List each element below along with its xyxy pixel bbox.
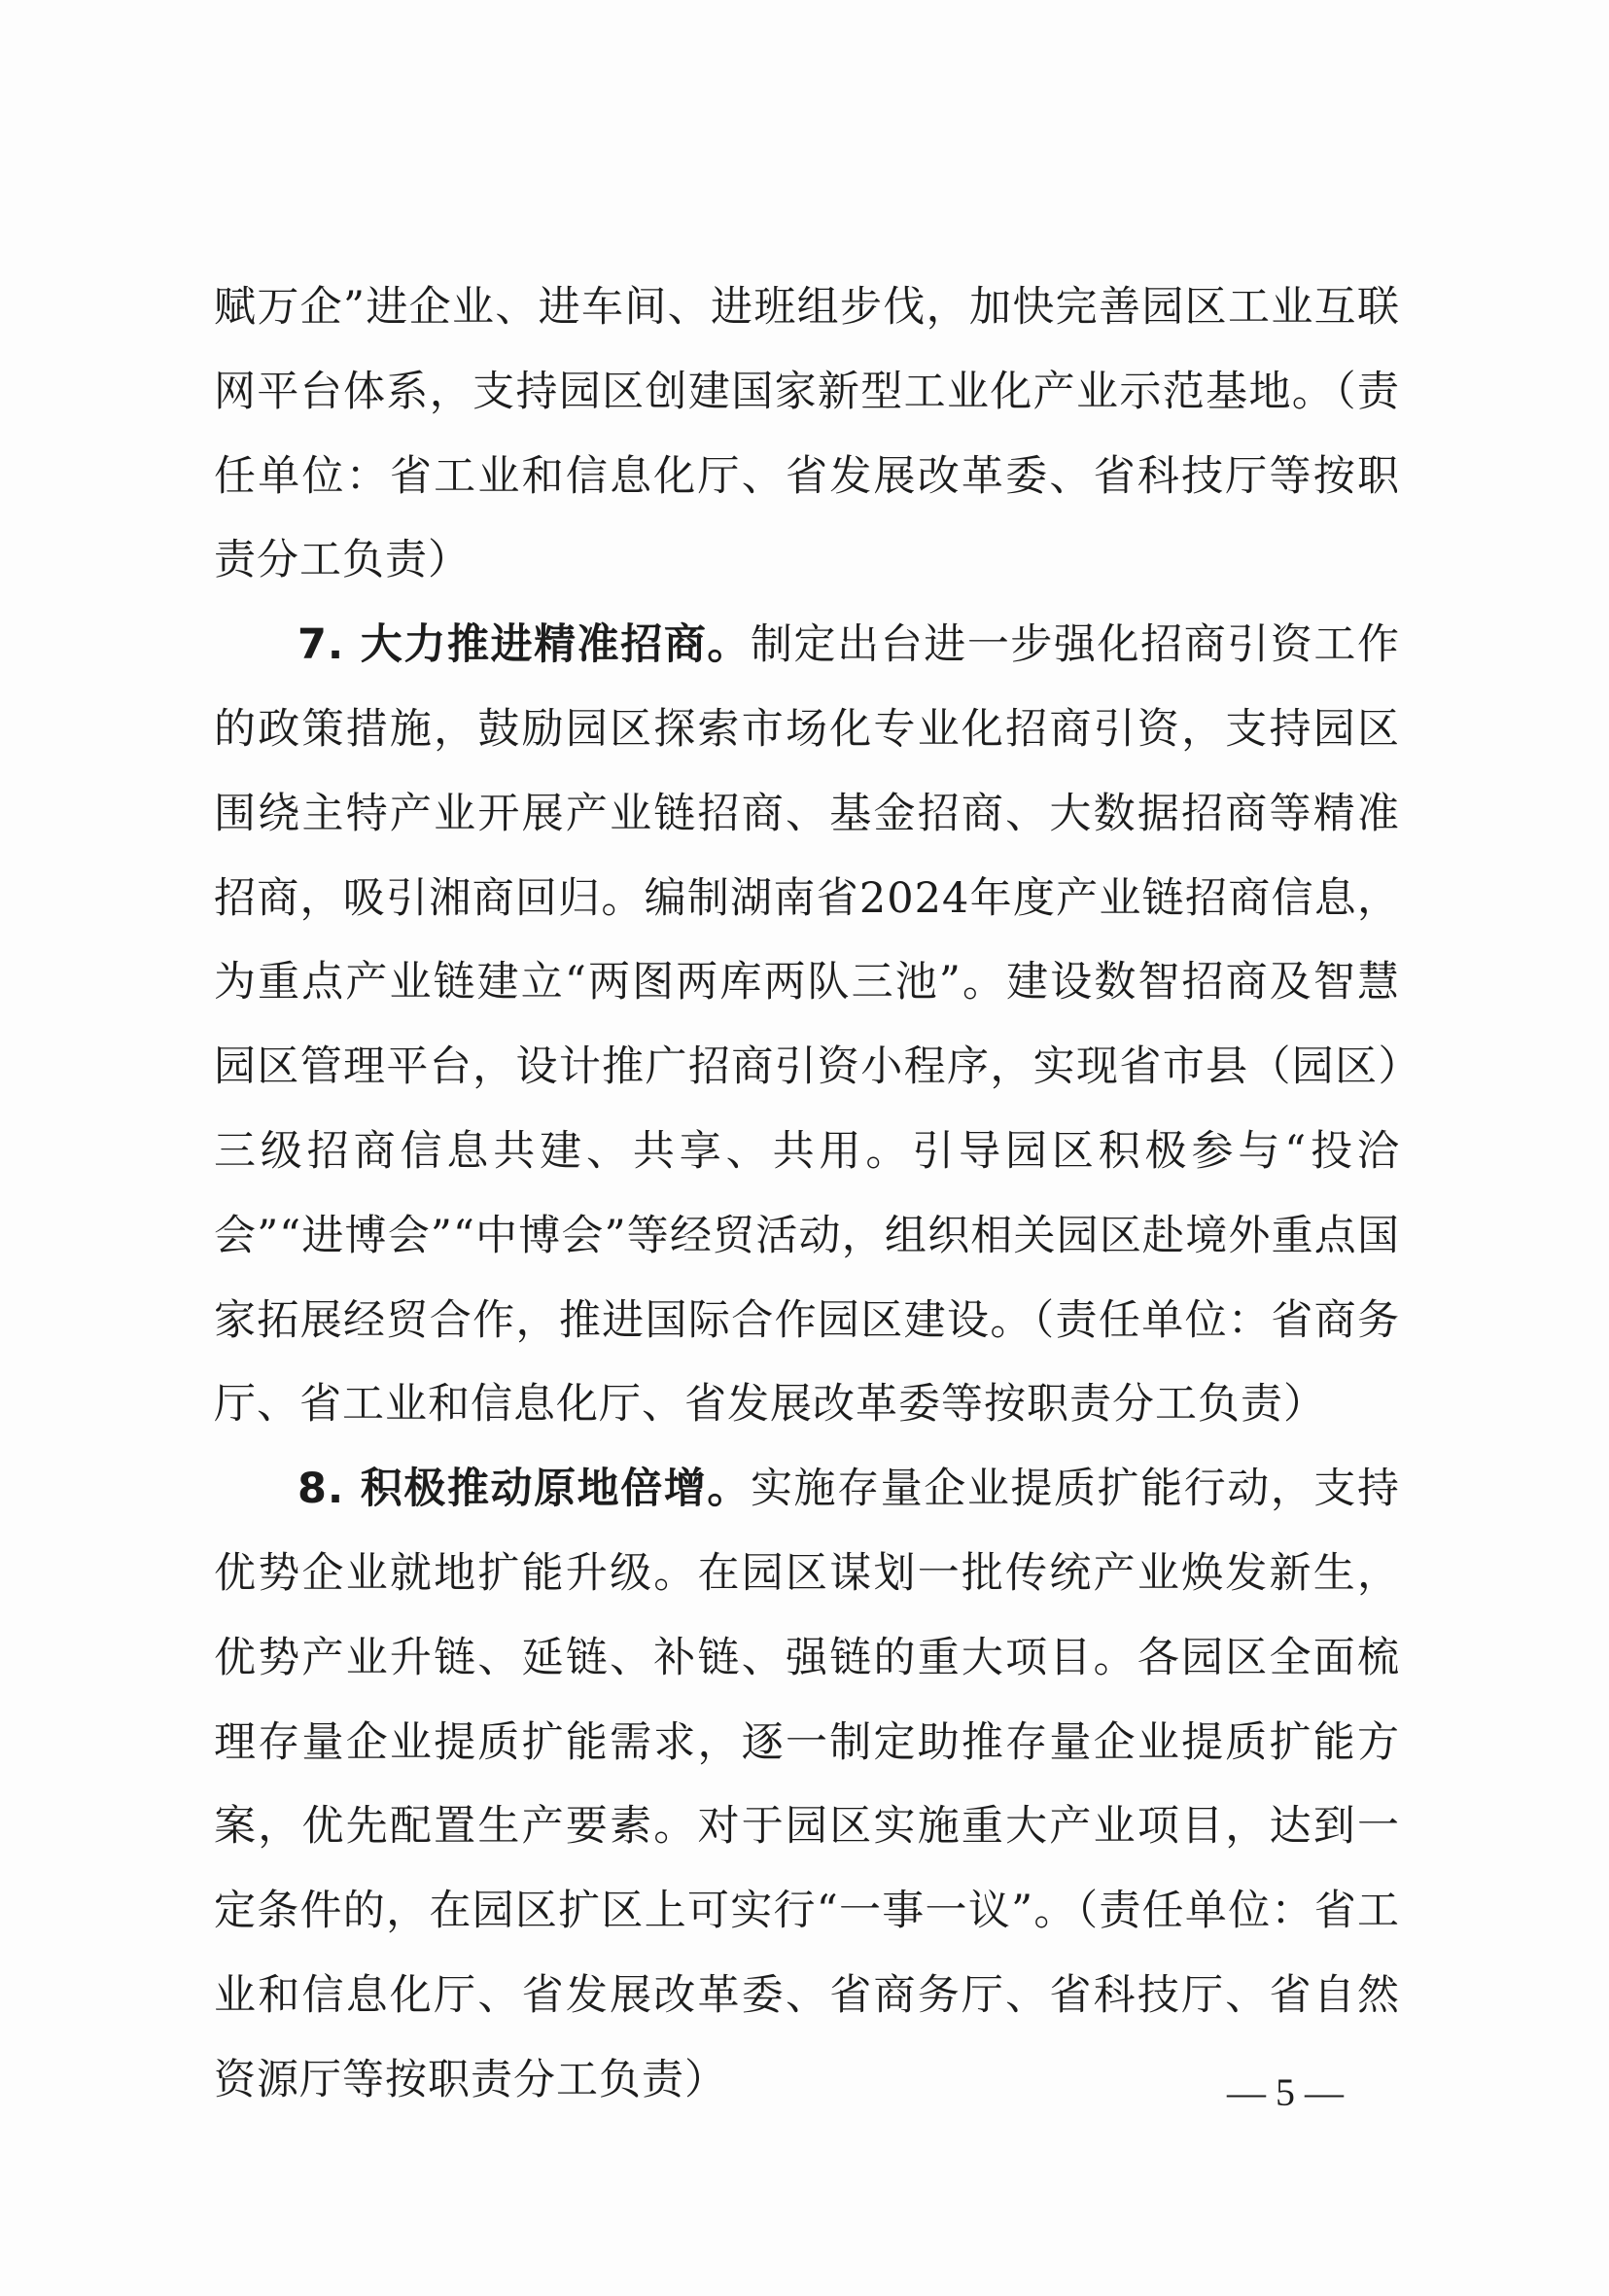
document-body: [214, 265, 1400, 2123]
paragraph-text: 制定出台进一步强化招商引资工作的政策措施，鼓励园区探索市场化专业化招商引资，支持园区围绕主特产业开展产业链招商、基金招商、大数据招商等精准招商，吸引湘商回归。编制湖南省2024年度产业链招商信息，为重点产业链建立“两图两库两队三池”。建设数智招商及智慧园区管理平台，设计推广招商引资小程序，实现省市县（园区）三级招商信息共建、共享、共用。引导园区积极参与“投洽会”“进博会”“中博会”等经贸活动，组织相关园区赴境外重点国家拓展经贸合作，推进国际合作园区建设。（责任单位：省商务厅、省工业和信息化厅、省发展改革委等按职责分工负责）: [214, 620, 1400, 1430]
paragraph-item-7: [214, 603, 1400, 1447]
paragraph-text: 赋万企”进企业、进车间、进班组步伐，加快完善园区工业互联网平台体系，支持园区创建国家新型工业化产业示范基地。（责任单位：省工业和信息化厅、省发展改革委、省科技厅等按职责分工负责）: [214, 283, 1400, 585]
paragraph-heading: 8. 积极推动原地倍增。: [297, 1465, 751, 1514]
paragraph-continuation: [214, 265, 1400, 603]
paragraph-heading: 7. 大力推进精准招商。: [297, 620, 751, 670]
paragraph-text: 实施存量企业提质扩能行动，支持优势企业就地扩能升级。在园区谋划一批传统产业焕发新生，优势产业升链、延链、补链、强链的重大项目。各园区全面梳理存量企业提质扩能需求，逐一制定助推存量企业提质扩能方案，优先配置生产要素。对于园区实施重大产业项目，达到一定条件的，在园区扩区上可实行“一事一议”。（责任单位：省工业和信息化厅、省发展改革委、省商务厅、省科技厅、省自然资源厅等按职责分工负责）: [214, 1465, 1400, 2104]
paragraph-item-8: [214, 1447, 1400, 2122]
page-number: — 5 —: [1227, 2070, 1344, 2114]
